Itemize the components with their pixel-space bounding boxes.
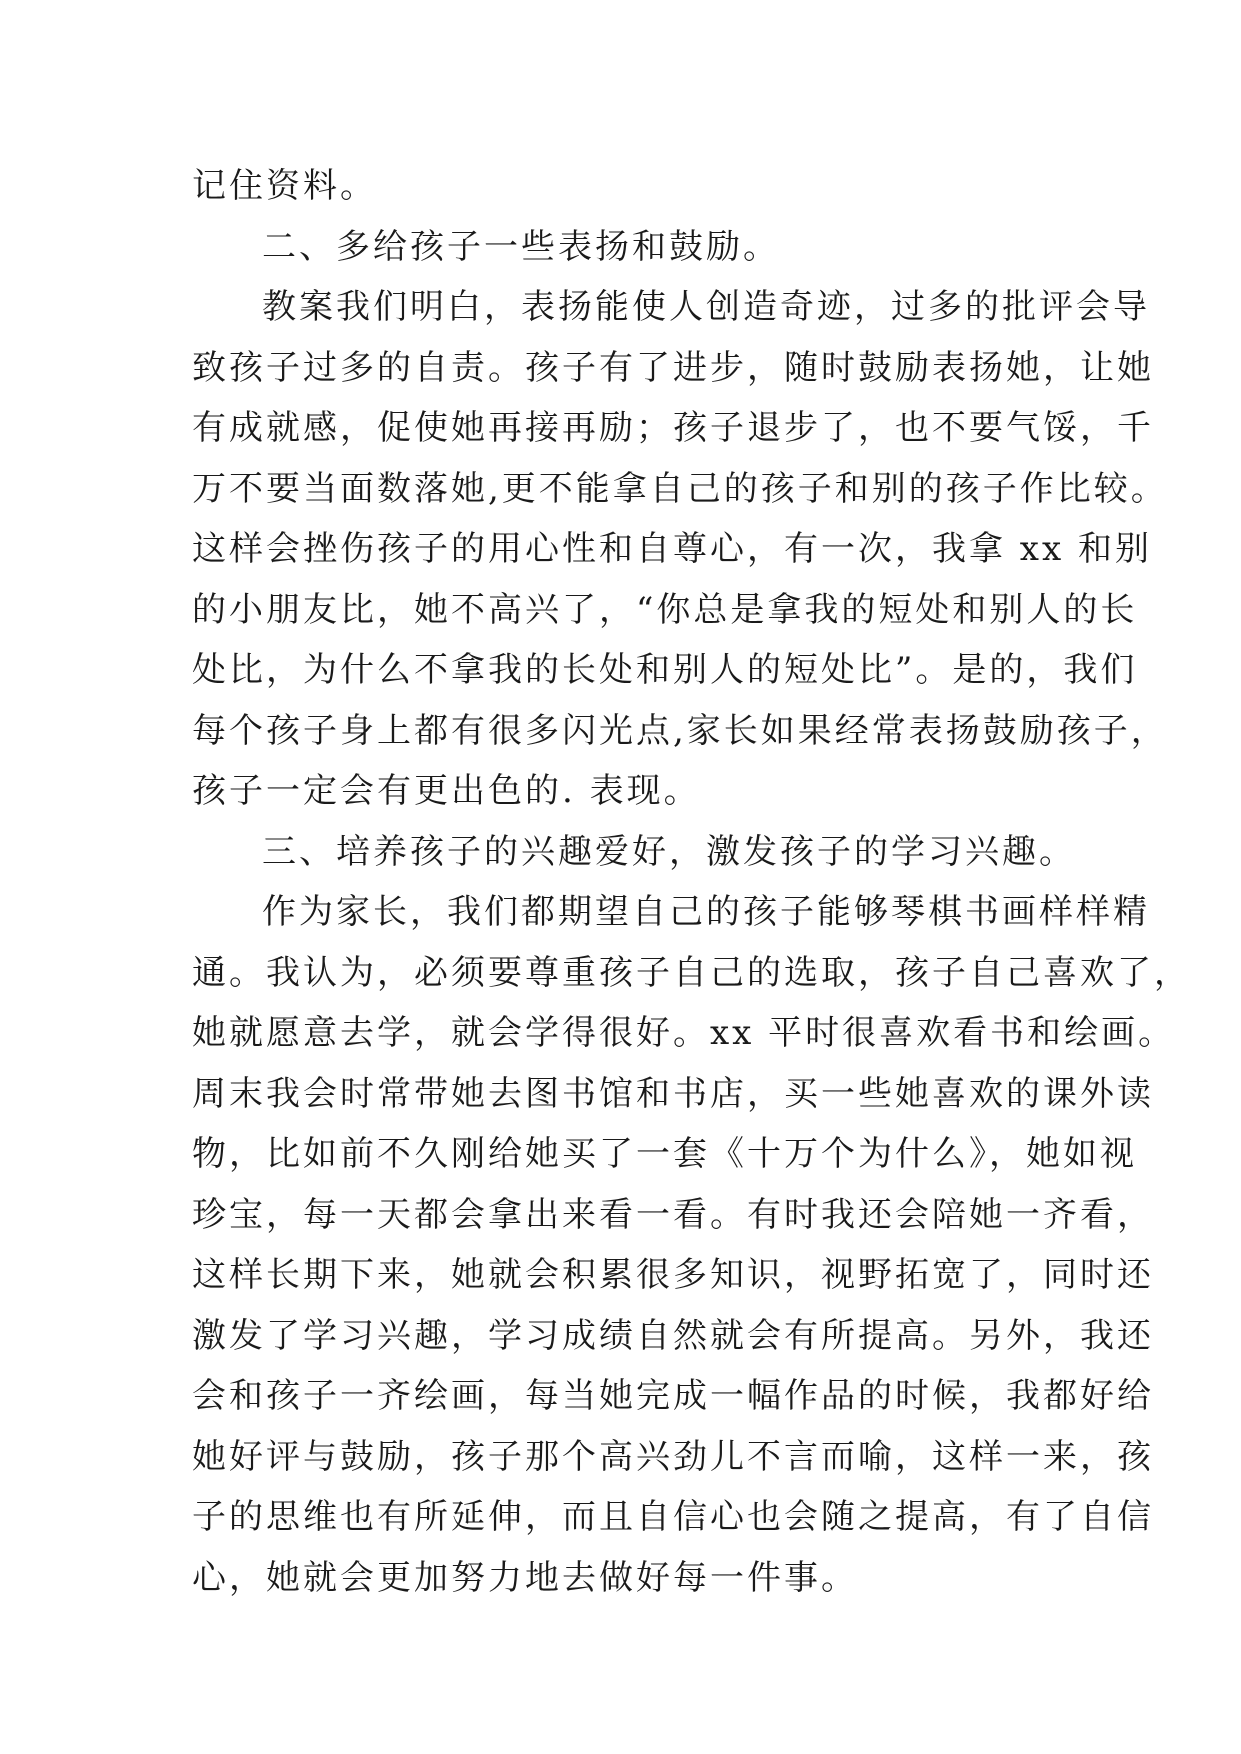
text-line: 会和孩子一齐绘画，每当她完成一幅作品的时候，我都好给 [192, 1376, 1154, 1416]
text-line: 子的思维也有所延伸，而且自信心也会随之提高，有了自信 [192, 1497, 1154, 1537]
text-line: 有成就感，促使她再接再励；孩子退步了，也不要气馁，千 [192, 408, 1154, 448]
text-line: 她好评与鼓励，孩子那个高兴劲儿不言而喻，这样一来，孩 [192, 1436, 1154, 1477]
text-line: 每个孩子身上都有很多闪光点,家长如果经常表扬鼓励孩子， [192, 710, 1168, 751]
text-line: 物，比如前不久刚给她买了一套《十万个为什么》，她如视 [192, 1134, 1137, 1174]
text-line: 珍宝，每一天都会拿出来看一看。有时我还会陪她一齐看， [192, 1194, 1154, 1235]
document-body [192, 156, 1191, 1608]
text-line: 心，她就会更加努力地去做好每一件事。 [192, 1557, 858, 1598]
text-line: 孩子一定会有更出色的. 表现。 [192, 771, 701, 811]
text-line: 这样长期下来，她就会积累很多知识，视野拓宽了，同时还 [192, 1255, 1154, 1295]
text-line: 的小朋友比，她不高兴了，“你总是拿我的短处和别人的长 [192, 589, 1138, 630]
text-line: 致孩子过多的自责。孩子有了进步，随时鼓励表扬她，让她 [192, 347, 1154, 388]
text-line: 通。我认为，必须要尊重孩子自己的选取，孩子自己喜欢了， [192, 952, 1191, 993]
text-line: 作为家长，我们都期望自己的孩子能够琴棋书画样样精 [262, 892, 1150, 932]
text-line: 三、培养孩子的兴趣爱好，激发孩子的学习兴趣。 [262, 831, 1076, 872]
text-line: 这样会挫伤孩子的用心性和自尊心，有一次，我拿 xx 和别 [192, 529, 1152, 569]
text-line: 激发了学习兴趣，学习成绩自然就会有所提高。另外，我还 [192, 1315, 1154, 1356]
text-line: 二、多给孩子一些表扬和鼓励。 [262, 226, 780, 267]
text-line: 教案我们明白，表扬能使人创造奇迹，过多的批评会导 [262, 287, 1150, 327]
text-line: 周末我会时常带她去图书馆和书店，买一些她喜欢的课外读 [192, 1073, 1154, 1114]
text-line: 她就愿意去学，就会学得很好。xx 平时很喜欢看书和绘画。 [192, 1013, 1176, 1053]
text-line: 记住资料。 [192, 166, 377, 206]
text-line: 万不要当面数落她,更不能拿自己的孩子和别的孩子作比较。 [192, 468, 1168, 509]
text-line: 处比，为什么不拿我的长处和别人的短处比”。是的，我们 [192, 650, 1138, 690]
